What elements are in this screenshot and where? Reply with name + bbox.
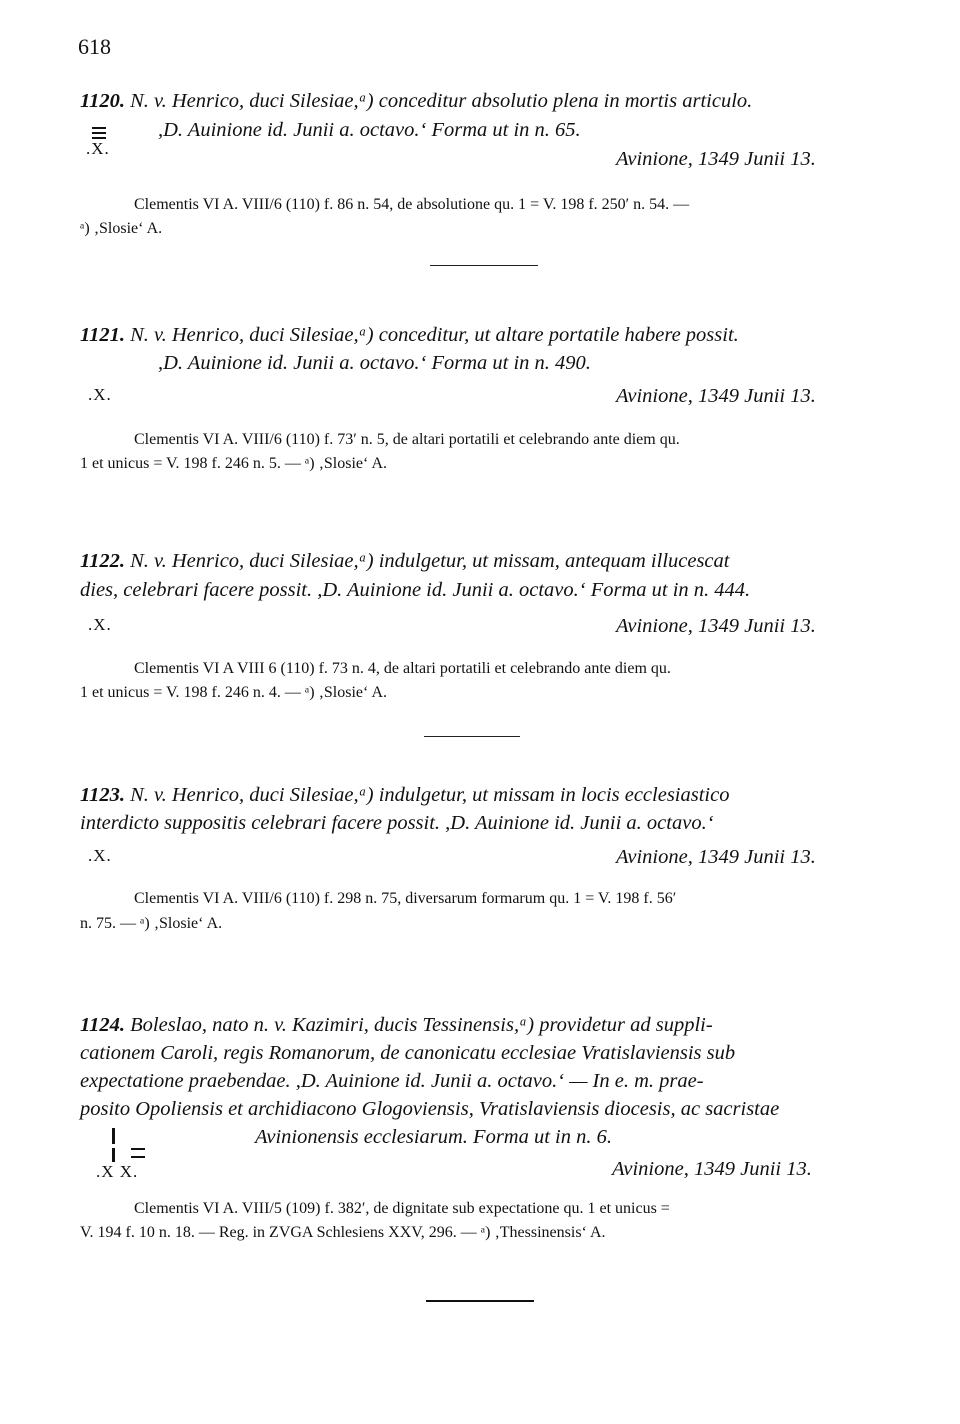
entry-1122-source-2: 1 et unicus = V. 198 f. 246 n. 4. — ᵃ) ‚Slosie‘ A. [80, 684, 388, 701]
signature-mark [131, 1156, 145, 1158]
entry-1124-line-2: cationem Caroli, regis Romanorum, de canonicatu ecclesiae Vratislaviensis sub [80, 1042, 736, 1064]
entry-number: 1123. [80, 784, 125, 806]
entry-1120-line-1 [80, 88, 752, 115]
entry-1120-source-1: Clementis VI A. VIII/6 (110) f. 86 n. 54, de absolutione qu. 1 = V. 198 f. 250′ n. 54. — [134, 196, 690, 213]
entry-1124-line-5: Avinionensis ecclesiarum. Forma ut in n. 6. [255, 1126, 612, 1148]
entry-text: N. v. Henrico, duci Silesiae,ᵃ) indulgetur, ut missam in locis ecclesiastico [130, 784, 730, 806]
entry-1122-line-1 [80, 548, 729, 575]
entry-1124-date: Avinione, 1349 Junii 13. [612, 1158, 812, 1180]
entry-1122-signature: .X. [88, 615, 112, 634]
entry-1122-date: Avinione, 1349 Junii 13. [616, 615, 816, 637]
entry-number: 1124. [80, 1014, 125, 1036]
signature-mark [131, 1148, 145, 1150]
separator-rule [424, 736, 520, 737]
entry-1121-source-2: 1 et unicus = V. 198 f. 246 n. 5. — ᵃ) ‚Slosie‘ A. [80, 455, 388, 472]
entry-1120-source-2: ᵃ) ‚Slosie‘ A. [80, 220, 163, 237]
signature-mark [112, 1128, 115, 1144]
entry-1123-line-1 [80, 782, 729, 809]
entry-1124-line-3: expectatione praebendae. ,D. Auinione id. Junii a. octavo.‘ — In e. m. prae- [80, 1070, 704, 1092]
page-number: 618 [78, 34, 111, 59]
entry-1123-source-1: Clementis VI A. VIII/6 (110) f. 298 n. 75, diversarum formarum qu. 1 = V. 198 f. 56′ [134, 890, 677, 907]
entry-text: N. v. Henrico, duci Silesiae,ᵃ) conceditur, ut altare portatile habere possit. [130, 324, 739, 346]
separator-rule [430, 265, 538, 266]
entry-1122-source-1: Clementis VI A VIII 6 (110) f. 73 n. 4, de altari portatili et celebrando ante diem qu. [134, 660, 671, 677]
entry-text: Boleslao, nato n. v. Kazimiri, ducis Tessinensis,ᵃ) providetur ad suppli- [130, 1014, 713, 1036]
entry-number: 1120. [80, 90, 125, 112]
entry-number: 1122. [80, 550, 125, 572]
entry-1121-line-2: ,D. Auinione id. Junii a. octavo.‘ Forma ut in n. 490. [158, 352, 591, 374]
entry-1121-date: Avinione, 1349 Junii 13. [616, 385, 816, 407]
entry-1124-signature: .X X. [96, 1162, 139, 1181]
entry-1121-source-1: Clementis VI A. VIII/6 (110) f. 73′ n. 5, de altari portatili et celebrando ante diem qu. [134, 431, 680, 448]
signature-mark [112, 1148, 115, 1162]
entry-1122-line-2: dies, celebrari facere possit. ,D. Auinione id. Junii a. octavo.‘ Forma ut in n. 444. [80, 579, 751, 601]
entry-1121-signature: .X. [88, 385, 112, 404]
entry-number: 1121. [80, 324, 125, 346]
entry-1123-date: Avinione, 1349 Junii 13. [616, 846, 816, 868]
entry-text: N. v. Henrico, duci Silesiae,ᵃ) indulgetur, ut missam, antequam illucescat [130, 550, 730, 572]
entry-1120-line-2: ,D. Auinione id. Junii a. octavo.‘ Forma ut in n. 65. [158, 119, 581, 141]
entry-1120-signature: .X. [86, 124, 110, 159]
entry-1124-source-1: Clementis VI A. VIII/5 (109) f. 382′, de dignitate sub expectatione qu. 1 et unicus = [134, 1200, 670, 1217]
entry-1120-date: Avinione, 1349 Junii 13. [616, 148, 816, 170]
entry-text: N. v. Henrico, duci Silesiae,ᵃ) conceditur absolutio plena in mortis articulo. [130, 90, 753, 112]
page-end-rule [426, 1300, 534, 1302]
entry-1121-line-1 [80, 322, 739, 349]
entry-1123-line-2: interdicto suppositis celebrari facere possit. ,D. Auinione id. Junii a. octavo.‘ [80, 812, 714, 834]
entry-1124-line-1 [80, 1012, 713, 1039]
entry-1123-signature: .X. [88, 846, 112, 865]
entry-1124-line-4: posito Opoliensis et archidiacono Glogoviensis, Vratislaviensis diocesis, ac sacristae [80, 1098, 780, 1120]
entry-1123-source-2: n. 75. — ᵃ) ‚Slosie‘ A. [80, 915, 223, 932]
entry-1124-source-2: V. 194 f. 10 n. 18. — Reg. in ZVGA Schlesiens XXV, 296. — ᵃ) ‚Thessinensis‘ A. [80, 1224, 606, 1241]
